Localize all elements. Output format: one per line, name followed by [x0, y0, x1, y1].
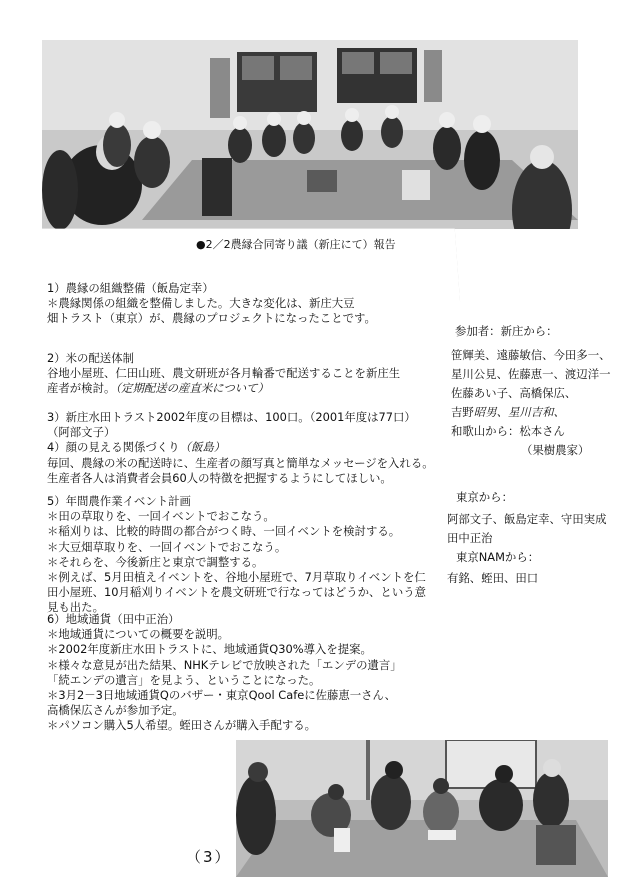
section-line: 生産者各人は消費者会員60人の特徴を把握するようにしてほしい。	[47, 470, 392, 485]
section-line: 産者が検討。（定期配送の産直米について）	[47, 381, 269, 396]
section-line: 毎回、農縁の米の配送時に、生産者の顔写真と簡単なメッセージを入れる。	[47, 455, 434, 470]
participant-line: （果樹農家）	[521, 443, 590, 457]
section-line: 田小屋班、10月稲刈りイベントを農文研班で行なってはどうか、という意	[47, 585, 426, 600]
photo-caption: ●2／2農縁合同寄り議（新庄にて）報告	[196, 238, 396, 251]
section-line: ＊様々な意見が出た結果、NHKテレビで放映された「エンデの遺言」	[47, 657, 402, 672]
section-line: 畑トラスト（東京）が、農縁のプロジェクトになったことです。	[47, 311, 376, 326]
participant-line: 阿部文子、飯島定幸、守田実成	[447, 512, 607, 526]
section-events	[47, 494, 426, 616]
section-line: 谷地小屋班、仁田山班、農文研班が各月輪番で配送することを新庄生	[47, 366, 401, 381]
meeting-photo-bottom	[236, 740, 608, 877]
page-number: （3）	[186, 848, 232, 866]
meeting-photo-top	[42, 40, 578, 302]
section-line: 見も出た。	[47, 600, 104, 615]
section-local-currency	[47, 612, 402, 734]
section-line: 6）地域通貨（田中正治）	[47, 612, 180, 626]
participants-shinjo	[451, 346, 610, 460]
participants-header: 参加者：新庄から：	[455, 324, 558, 338]
section-line: ＊地域通貨についての概要を説明。	[47, 627, 230, 642]
section-line: 5）年間農作業イベント計画	[47, 494, 191, 508]
section-trust-target	[47, 410, 434, 486]
section-line: 3）新庄水田トラスト2002年度の目標は、100口。（2001年度は77口）	[47, 410, 416, 424]
handwritten-note: （飯島）	[179, 440, 226, 455]
participant-line: 吉野昭男、星川吉和、	[451, 405, 565, 419]
section-line: ＊2002年度新庄水田トラストに、地域通貨Q30%導入を提案。	[47, 642, 372, 657]
participants-tokyo	[447, 510, 606, 548]
section-line: ＊それらを、今後新庄と東京で調整する。	[47, 554, 264, 569]
section-organization	[47, 281, 376, 327]
handwritten-names: 昭男、星川吉和、	[473, 405, 565, 419]
section-line: （阿部文子）	[47, 425, 116, 440]
section-line: ＊稲刈りは、比較的時間の都合がつく時、一回イベントを検討する。	[47, 524, 401, 539]
section-rice-delivery	[47, 351, 400, 397]
participant-line: 田中正治	[447, 531, 493, 545]
tokyo-header: 東京から：	[456, 490, 513, 504]
nam-header: 東京NAMから：	[456, 550, 540, 564]
participant-line: 笹輝美、遠藤敏信、今田多一、	[451, 348, 611, 362]
participant-line: 佐藤あい子、高橋保広、	[451, 386, 577, 400]
section-line: ＊パソコン購入5人希望。蛭田さんが購入手配する。	[47, 718, 317, 733]
section-line: ＊例えば、5月田植えイベントを、谷地小屋班で、7月草取りイベントを仁	[47, 570, 426, 585]
handwritten-note: （定期配送の産直米について）	[115, 381, 269, 396]
section-line: 「続エンデの遺言」を見よう、ということになった。	[47, 672, 321, 687]
participant-line: 和歌山から：松本さん	[451, 424, 565, 438]
participant-line: 星川公見、佐藤恵一、渡辺洋一	[451, 367, 611, 381]
section-line: ＊農縁関係の組織を整備しました。大きな変化は、新庄大豆	[47, 296, 355, 311]
participants-nam: 有銘、蛭田、田口	[447, 571, 539, 585]
section-line: 高橋保広さんが参加予定。	[47, 703, 184, 718]
section-line: ＊大豆畑草取りを、一回イベントでおこなう。	[47, 539, 287, 554]
section-line: ＊3月2－3日地域通貨Qのバザー・東京Qool Cafeに佐藤恵一さん、	[47, 688, 397, 703]
section-line: 1）農縁の組織整備（飯島定幸）	[47, 281, 214, 295]
section-line: 4）顔の見える関係づくり（飯島）	[47, 440, 226, 455]
section-line: ＊田の草取りを、一回イベントでおこなう。	[47, 509, 275, 524]
section-line: 2）米の配送体制	[47, 351, 134, 365]
